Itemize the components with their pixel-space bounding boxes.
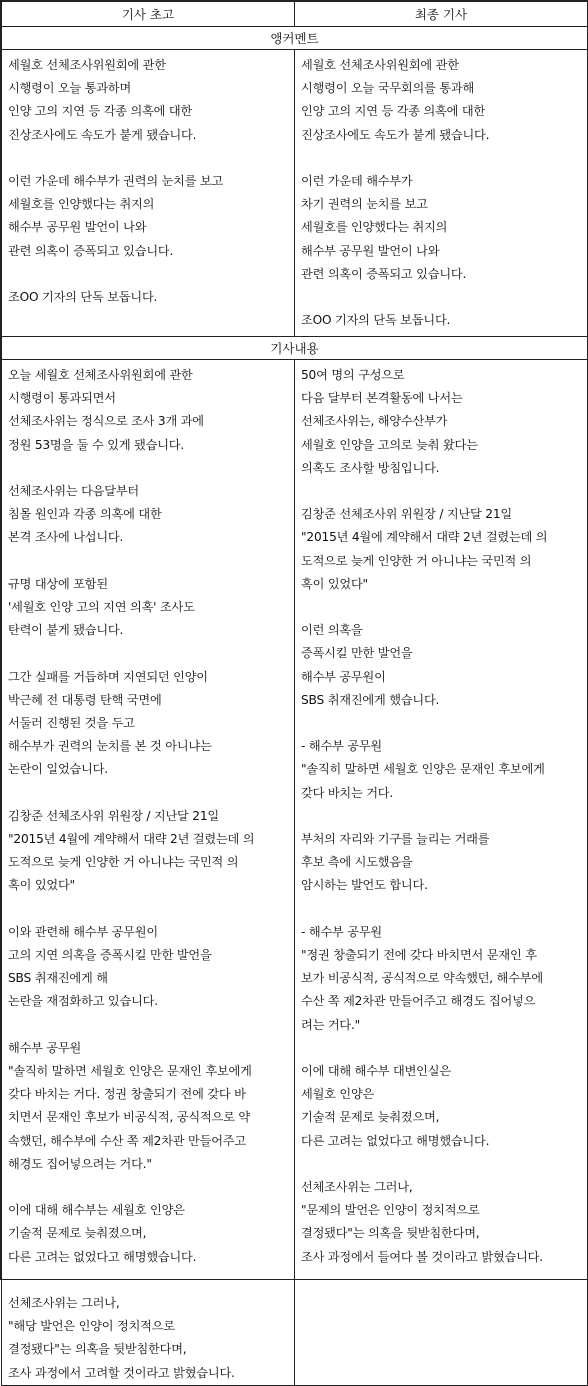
text-line: 이에 대해 해수부는 세월호 인양은 — [8, 1203, 185, 1218]
text-line: 혹이 있었다" — [301, 576, 368, 591]
text-line: 이런 가운데 해수부가 권력의 눈치를 보고 — [8, 174, 224, 188]
text-line: "2015년 4월에 계약해서 대략 2년 걸렸는데 의 — [301, 530, 548, 545]
text-line: 시행령이 오늘 통과하며 — [8, 81, 132, 96]
draft-column-header: 기사 초고 — [2, 2, 295, 27]
text-line: 다음 달부터 본격활동에 나서는 — [301, 391, 463, 406]
text-line: '세월호 인양 고의 지연 의혹' 조사도 — [8, 600, 195, 614]
text-line: 김창준 선체조사위 위원장 / 지난달 21일 — [8, 808, 219, 823]
text-line: 시행령이 통과되면서 — [8, 391, 116, 406]
blank-line — [301, 480, 583, 503]
text-line: "문제의 발언은 인양이 정치적으로 — [301, 1203, 480, 1218]
text-line: 부처의 자리와 기구를 늘리는 거래를 — [301, 832, 490, 846]
text-line: 인양 고의 지연 등 각종 의혹에 대한 — [301, 104, 486, 119]
text-line: 도적으로 늦게 인양한 거 아니냐는 국민적 의 — [8, 855, 239, 870]
blank-line — [301, 1037, 583, 1060]
text-line: 결정됐다"는 의혹을 뒷받침한다며, — [8, 1342, 187, 1357]
text-line: 속했던, 해수부에 수산 쪽 제2차관 만들어주고 — [8, 1133, 246, 1148]
text-line: 선체조사위는 다음달부터 — [8, 484, 139, 498]
blank-line — [8, 1014, 290, 1037]
text-line: 논란이 일었습니다. — [8, 762, 108, 777]
body-final-cell — [295, 360, 588, 1386]
text-line: 해수부 공무원 발언이 나와 — [8, 220, 147, 235]
text-line: 선체조사위는, 해양수산부가 — [301, 414, 448, 429]
anchor-content-row — [2, 50, 588, 337]
text-line: 그간 실패를 거듭하며 지연되던 인양이 — [8, 669, 208, 684]
text-line: 세월호 선체조사위원회에 관한 — [8, 58, 166, 72]
text-line: 기술적 문제로 늦춰졌으며, — [8, 1226, 147, 1241]
text-line: 인양 고의 지연 등 각종 의혹에 대한 — [8, 104, 193, 119]
text-line: "정권 창출되기 전에 갖다 바치면서 문재인 후 — [301, 948, 537, 962]
blank-line — [8, 782, 290, 805]
text-line: 논란을 재점화하고 있습니다. — [8, 994, 158, 1009]
text-line: 려는 거다." — [301, 1017, 361, 1032]
text-line: 차기 권력의 눈치를 보고 — [301, 197, 428, 212]
text-line: 선체조사위는 그러나, — [8, 1296, 120, 1310]
text-line: 진상조사에도 속도가 붙게 됐습니다. — [8, 127, 197, 142]
anchor-section-row — [2, 27, 588, 50]
text-line: 정원 53명을 둘 수 있게 됐습니다. — [8, 437, 185, 452]
text-line: 김창준 선체조사위 위원장 / 지난달 21일 — [301, 507, 512, 522]
text-line: 도적으로 늦게 인양한 거 아니냐는 국민적 의 — [301, 553, 532, 568]
text-line: 세월호 인양을 고의로 늦춰 왔다는 — [301, 437, 478, 452]
text-line: 치면서 문재인 후보가 비공식적, 공식적으로 약 — [8, 1110, 250, 1125]
body-section-row — [2, 337, 588, 360]
text-line: SBS 취재진에게 했습니다. — [301, 692, 440, 707]
text-line: 서둘러 진행된 것을 두고 — [8, 716, 135, 730]
blank-line — [8, 1176, 290, 1199]
text-line: 다른 고려는 없었다고 해명했습니다. — [8, 1249, 197, 1264]
text-line: 해수부 공무원 발언이 나와 — [301, 243, 440, 258]
text-line: 관련 의혹이 증폭되고 있습니다. — [301, 266, 467, 281]
body-draft-cell — [2, 360, 295, 1386]
text-line: 50여 명의 구성으로 — [301, 368, 405, 382]
anchor-draft-cell — [2, 50, 295, 337]
blank-line — [8, 147, 290, 170]
blank-line — [301, 805, 583, 828]
blank-line — [301, 1153, 583, 1176]
anchor-section-label: 앵커멘트 — [2, 27, 588, 50]
blank-line — [8, 457, 290, 480]
text-line: SBS 취재진에게 해 — [8, 971, 108, 986]
blank-line — [301, 712, 583, 735]
text-line: 침몰 원인과 각종 의혹에 대한 — [8, 507, 162, 522]
text-line: 탄력이 붙게 됐습니다. — [8, 623, 124, 638]
text-line: 다른 고려는 없었다고 해명했습니다. — [301, 1133, 490, 1148]
text-line: 해경도 집어넣으려는 거다." — [8, 1156, 152, 1171]
text-line: 조사 과정에서 들여다 볼 것이라고 밝혔습니다. — [301, 1249, 543, 1264]
text-line: 이에 대해 해수부 대변인실은 — [301, 1064, 451, 1078]
text-line: 해수부 공무원 — [8, 1040, 82, 1055]
header-row — [2, 2, 588, 27]
body-section-label: 기사내용 — [2, 337, 588, 360]
anchor-final-cell — [295, 50, 588, 337]
text-line: 세월호를 인양했다는 취지의 — [301, 220, 448, 235]
text-line: 증폭시킬 만한 발언을 — [301, 646, 413, 661]
text-line: 고의 지연 의혹을 증폭시킬 만한 발언을 — [8, 948, 212, 962]
text-line: "솔직히 말하면 세월호 인양은 문재인 후보에게 — [301, 762, 545, 777]
text-line: "해당 발언은 인양이 정치적으로 — [8, 1319, 175, 1334]
comparison-table — [1, 1, 588, 1386]
text-line: 진상조사에도 속도가 붙게 됐습니다. — [301, 127, 490, 142]
text-line: 오늘 세월호 선체조사위원회에 관한 — [8, 368, 193, 382]
text-line: 조OO 기자의 단독 보돕니다. — [8, 290, 158, 304]
text-line: - 해수부 공무원 — [301, 924, 382, 939]
blank-line — [8, 550, 290, 573]
text-line: 조사 과정에서 고려할 것이라고 밝혔습니다. — [8, 1365, 235, 1380]
text-line: "2015년 4월에 계약해서 대략 2년 걸렸는데 의 — [8, 832, 255, 846]
blank-line — [8, 898, 290, 921]
text-line: 세월호 선체조사위원회에 관한 — [301, 58, 459, 72]
final-column-header: 최종 기사 — [295, 2, 588, 27]
blank-line — [8, 1269, 290, 1292]
blank-line — [301, 596, 583, 619]
text-line: 의혹도 조사할 방침입니다. — [301, 460, 440, 475]
text-line: 박근혜 전 대통령 탄핵 국면에 — [8, 692, 162, 707]
text-line: 규명 대상에 포함된 — [8, 576, 108, 591]
text-line: 해수부 공무원이 — [301, 669, 386, 684]
text-line: 갖다 바치는 거다. 정권 창출되기 전에 갖다 바 — [8, 1087, 246, 1102]
text-line: 세월호 인양은 — [301, 1087, 375, 1102]
text-line: 조OO 기자의 단독 보돕니다. — [301, 313, 451, 328]
blank-line — [301, 286, 583, 309]
text-line: 이와 관련해 해수부 공무원이 — [8, 924, 158, 939]
text-line: - 해수부 공무원 — [301, 739, 382, 754]
text-line: 후보 측에 시도했음을 — [301, 855, 413, 870]
text-line: 보가 비공식적, 공식적으로 약속했던, 해수부에 — [301, 971, 543, 986]
text-line: 해수부가 권력의 눈치를 본 것 아니냐는 — [8, 739, 212, 754]
text-line: 암시하는 발언도 합니다. — [301, 878, 428, 893]
text-line: 시행령이 오늘 국무회의를 통과해 — [301, 81, 475, 96]
blank-line — [301, 147, 583, 170]
text-line: 선체조사위는 그러나, — [301, 1180, 413, 1194]
blank-line — [301, 898, 583, 921]
text-line: 세월호를 인양했다는 취지의 — [8, 197, 155, 212]
text-line: 본격 조사에 나섭니다. — [8, 530, 124, 545]
text-line: 기술적 문제로 늦춰졌으며, — [301, 1110, 440, 1125]
blank-line — [8, 642, 290, 665]
text-line: 수산 쪽 제2차관 만들어주고 해경도 집어넣으 — [301, 994, 536, 1009]
text-line: 혹이 있었다" — [8, 878, 75, 893]
body-content-row — [2, 360, 588, 1386]
text-line: 관련 의혹이 증폭되고 있습니다. — [8, 243, 174, 258]
blank-line — [8, 263, 290, 286]
text-line: 선체조사위는 정식으로 조사 3개 과에 — [8, 414, 204, 429]
text-line: "솔직히 말하면 세월호 인양은 문재인 후보에게 — [8, 1064, 252, 1078]
text-line: 결정됐다"는 의혹을 뒷받침한다며, — [301, 1226, 480, 1241]
text-line: 이런 가운데 해수부가 — [301, 174, 413, 188]
text-line: 이런 의혹을 — [301, 623, 363, 638]
text-line: 갖다 바치는 거다. — [301, 785, 394, 800]
